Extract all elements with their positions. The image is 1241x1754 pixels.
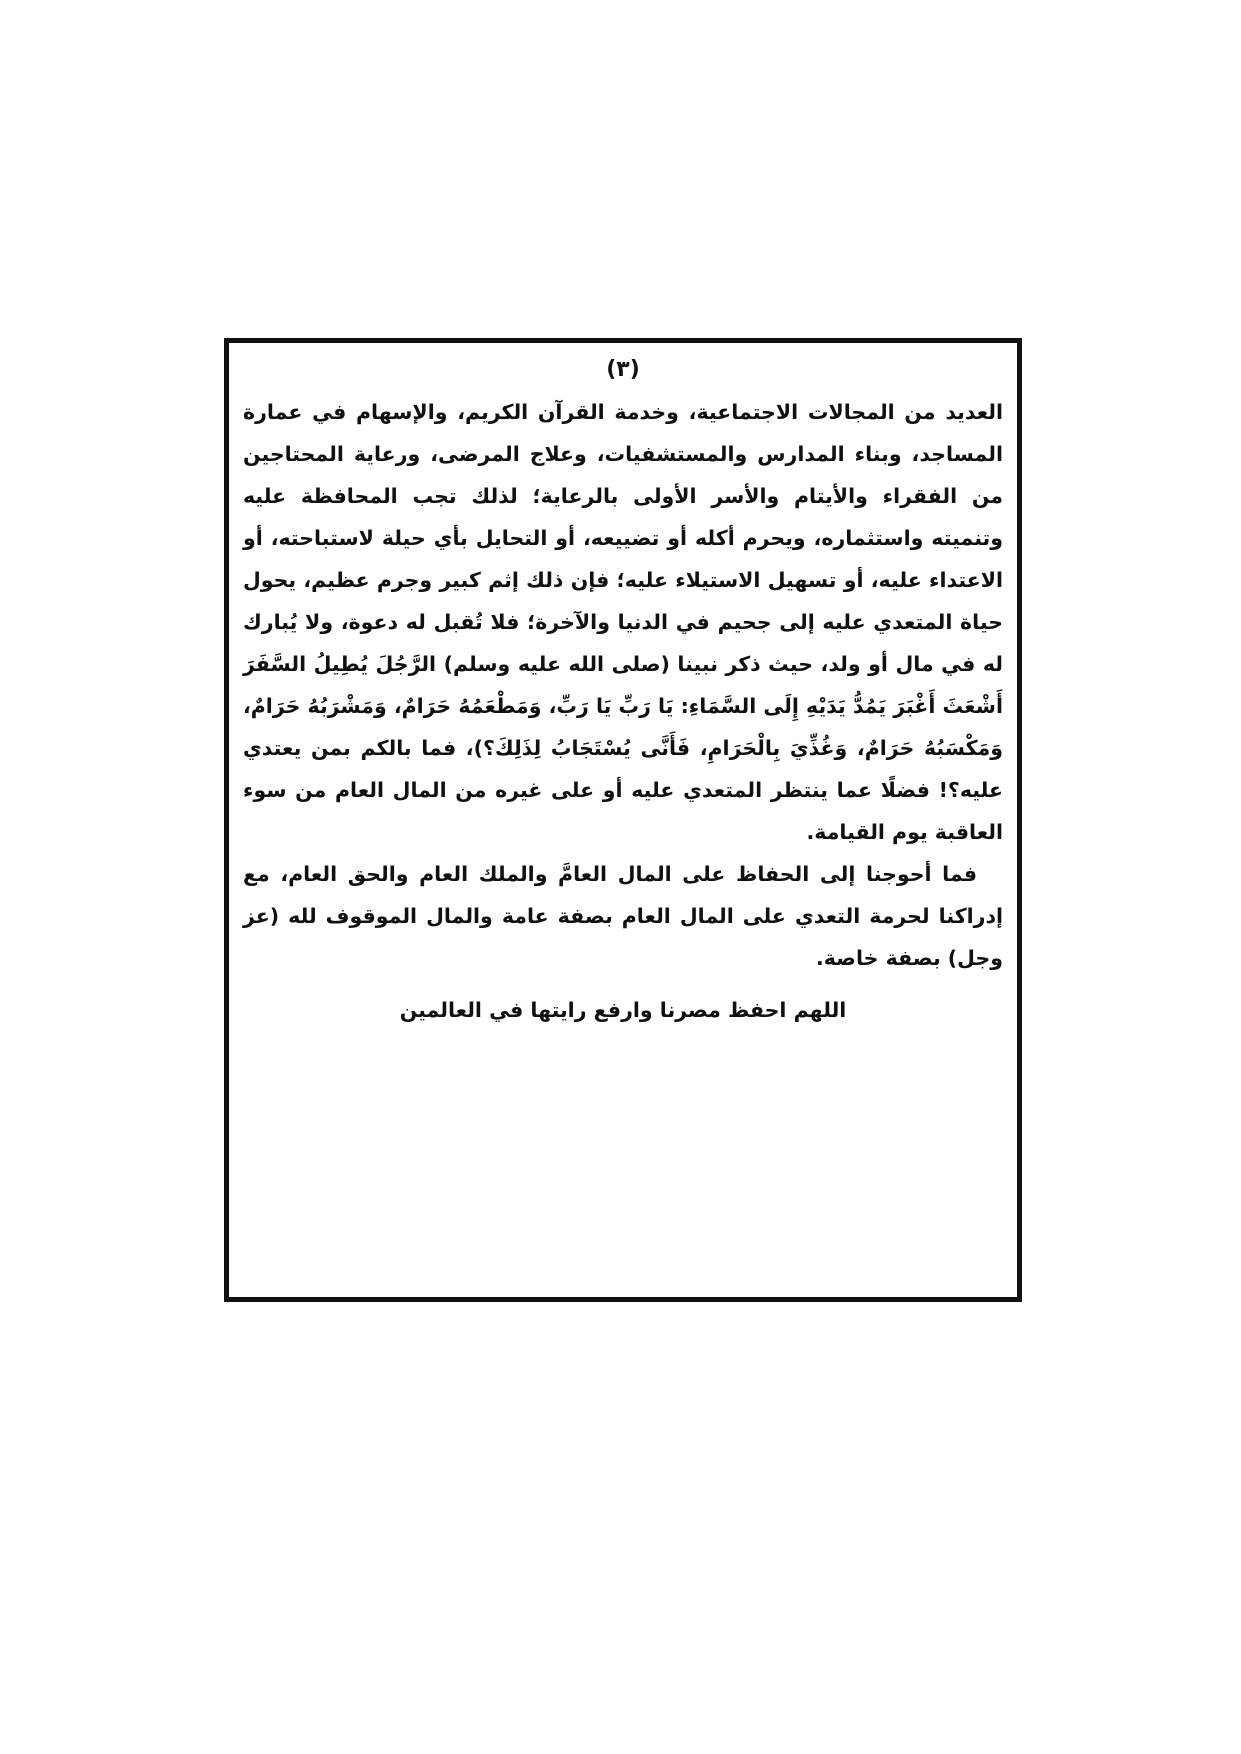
- page-frame: [224, 338, 1022, 1302]
- page-number: (٣): [606, 357, 640, 382]
- paragraph-2: فما أحوجنا إلى الحفاظ على المال العامَّ والملك العام والحق العام، مع إدراكنا لحرمة التعدي على المال العام بصفة عامة والمال الموقوف لله (عز وجل) بصفة خاصة.: [243, 862, 1003, 970]
- page-content: [243, 391, 1003, 1031]
- paragraph-1: العديد من المجالات الاجتماعية، وخدمة القرآن الكريم، والإسهام في عمارة المساجد، وبناء المدارس والمستشفيات، وعلاج المرضى، ورعاية المحتاجين من الفقراء والأيتام والأسر الأولى بالرعاية؛ لذلك تجب المحافظة عليه وتنميته واستثماره، ويحرم أكله أو تضييعه، أو التحايل بأي حيلة لاستباحته، أو الاعتداء عليه، أو تسهيل الاستيلاء عليه؛ فإن ذلك إثم كبير وجرم عظيم، يحول حياة المتعدي عليه إلى جحيم في الدنيا والآخرة؛ فلا تُقبل له دعوة، ولا يُبارك له في مال أو ولد، حيث ذكر نبينا (صلى الله عليه وسلم) الرَّجُلَ يُطِيلُ السَّفَرَ أَشْعَثَ أَغْبَرَ يَمُدُّ يَدَيْهِ إِلَى السَّمَاءِ: يَا رَبِّ يَا رَبِّ، وَمَطْعَمُهُ حَرَامٌ، وَمَشْرَبُهُ حَرَامٌ، وَمَكْسَبُهُ حَرَامٌ، وَغُذِّيَ بِالْحَرَامِ، فَأَنَّى يُسْتَجَابُ لِذَلِكَ؟)، فما بالكم بمن يعتدي عليه؟! فضلًا عما ينتظر المتعدي عليه أو على غيره من المال العام من سوء العاقبة يوم القيامة.: [243, 400, 1003, 844]
- closing-prayer: اللهم احفظ مصرنا وارفع رايتها في العالمين: [399, 998, 847, 1022]
